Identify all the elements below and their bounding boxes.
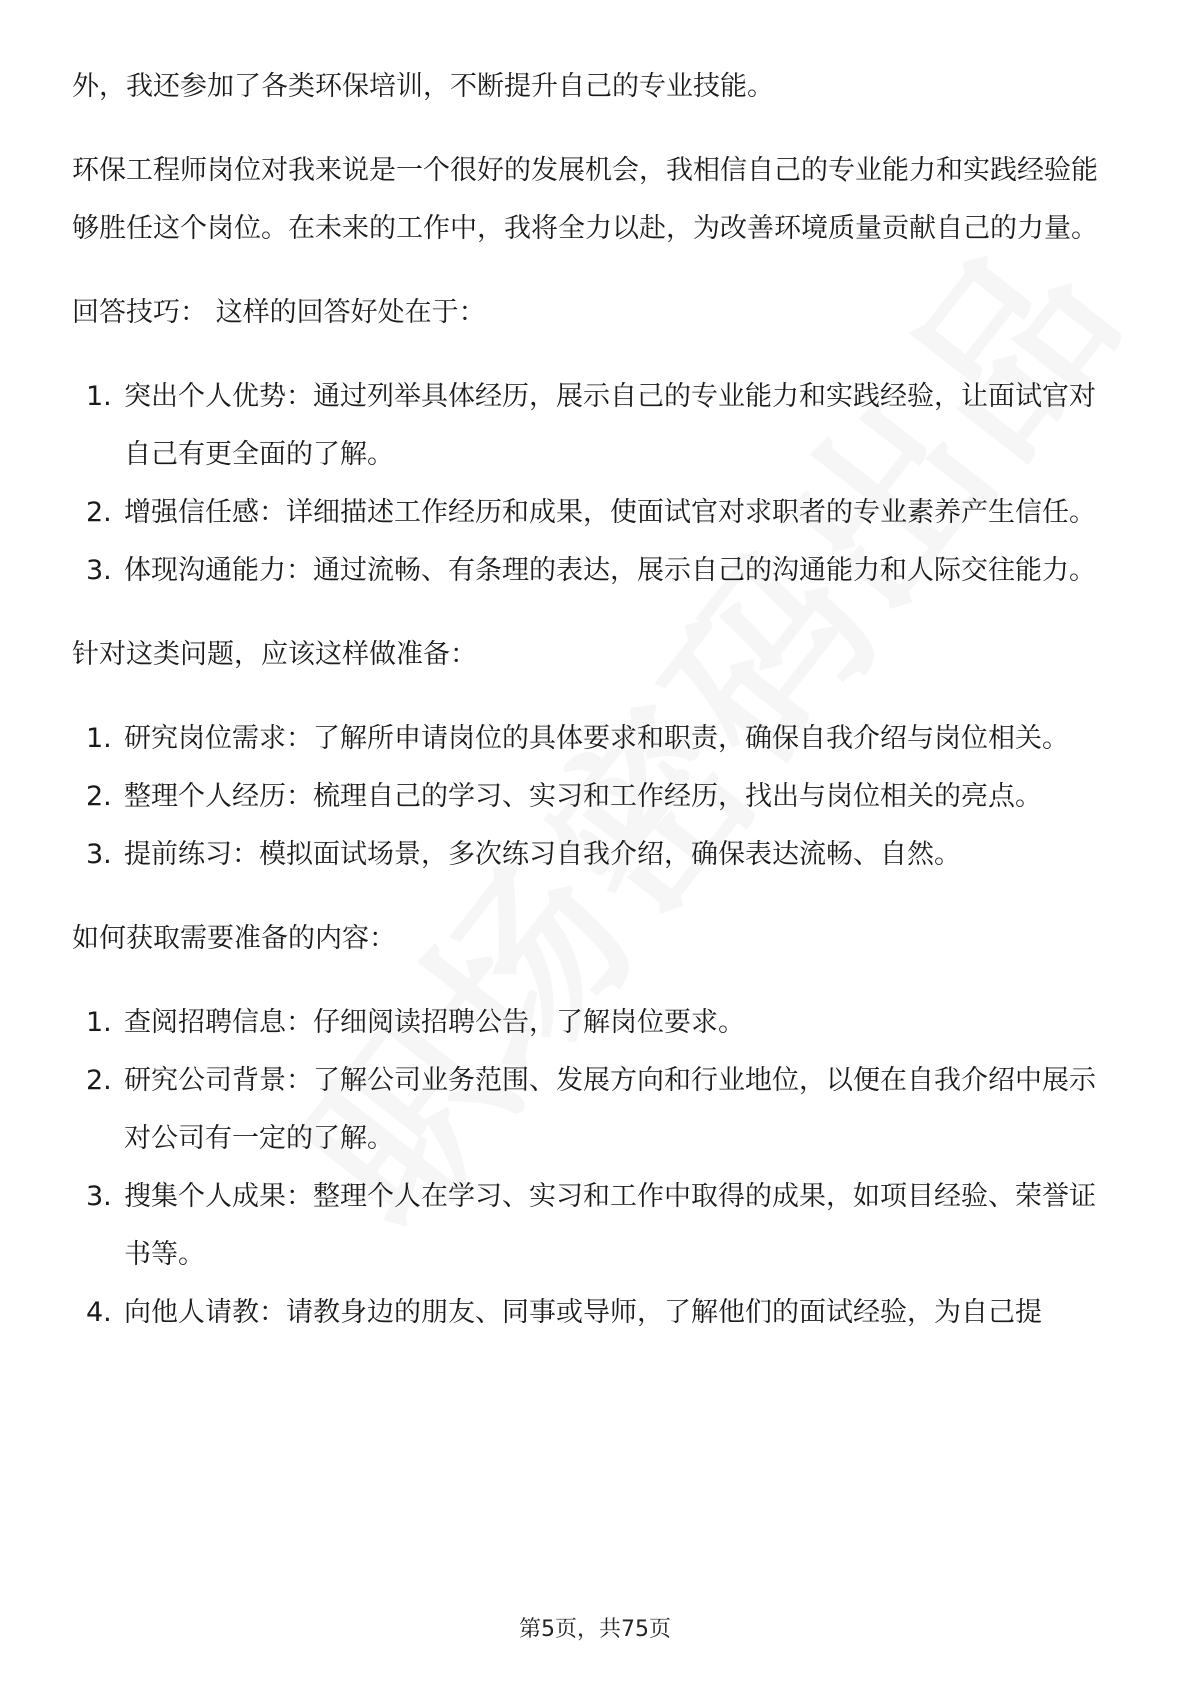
list-item (72, 710, 1122, 768)
list-item (72, 1052, 1122, 1168)
list-item (72, 368, 1122, 484)
list-text: 整理个人经历：梳理自己的学习、实习和工作经历，找出与岗位相关的亮点。 (124, 781, 1042, 812)
paragraph-closing: 环保工程师岗位对我来说是一个很好的发展机会，我相信自己的专业能力和实践经验能够胜任这个岗位。在未来的工作中，我将全力以赴，为改善环境质量贡献自己的力量。 (72, 155, 1098, 244)
list-number: 3. (86, 839, 112, 870)
list-number: 2. (86, 781, 112, 812)
list-number: 4. (86, 1297, 112, 1328)
list-number: 3. (86, 555, 112, 586)
list-item (72, 994, 1122, 1052)
list-number: 1. (86, 1007, 112, 1038)
section-heading-preparation: 针对这类问题，应该这样做准备： (72, 639, 477, 670)
list-number: 1. (86, 723, 112, 754)
list-number: 2. (86, 1065, 112, 1096)
content-sources-list (72, 994, 1122, 1342)
list-text: 突出个人优势：通过列举具体经历，展示自己的专业能力和实践经验，让面试官对自己有更全面的了解。 (124, 381, 1096, 470)
preparation-list (72, 710, 1122, 884)
list-item (72, 542, 1122, 600)
paragraph-continued: 外，我还参加了各类环保培训，不断提升自己的专业技能。 (72, 71, 774, 102)
section-heading-content-sources: 如何获取需要准备的内容： (72, 923, 396, 954)
list-text: 增强信任感：详细描述工作经历和成果，使面试官对求职者的专业素养产生信任。 (124, 497, 1096, 528)
list-text: 搜集个人成果：整理个人在学习、实习和工作中取得的成果，如项目经验、荣誉证书等。 (124, 1181, 1096, 1270)
list-item (72, 484, 1122, 542)
list-item (72, 768, 1122, 826)
list-text: 体现沟通能力：通过流畅、有条理的表达，展示自己的沟通能力和人际交往能力。 (124, 555, 1096, 586)
list-text: 查阅招聘信息：仔细阅读招聘公告，了解岗位要求。 (124, 1007, 745, 1038)
list-item (72, 826, 1122, 884)
document-body (72, 58, 1122, 1342)
list-item (72, 1284, 1122, 1342)
list-text: 向他人请教：请教身边的朋友、同事或导师，了解他们的面试经验，为自己提 (124, 1297, 1042, 1328)
section-heading-answer-tips: 回答技巧： 这样的回答好处在于： (72, 297, 486, 328)
list-item (72, 1168, 1122, 1284)
list-number: 2. (86, 497, 112, 528)
page-number-footer: 第5页，共75页 (519, 1617, 671, 1642)
list-text: 提前练习：模拟面试场景，多次练习自我介绍，确保表达流畅、自然。 (124, 839, 961, 870)
answer-tips-list (72, 368, 1122, 600)
list-text: 研究岗位需求：了解所申请岗位的具体要求和职责，确保自我介绍与岗位相关。 (124, 723, 1069, 754)
list-number: 1. (86, 381, 112, 412)
list-number: 3. (86, 1181, 112, 1212)
list-text: 研究公司背景：了解公司业务范围、发展方向和行业地位，以便在自我介绍中展示对公司有一定的了解。 (124, 1065, 1096, 1154)
